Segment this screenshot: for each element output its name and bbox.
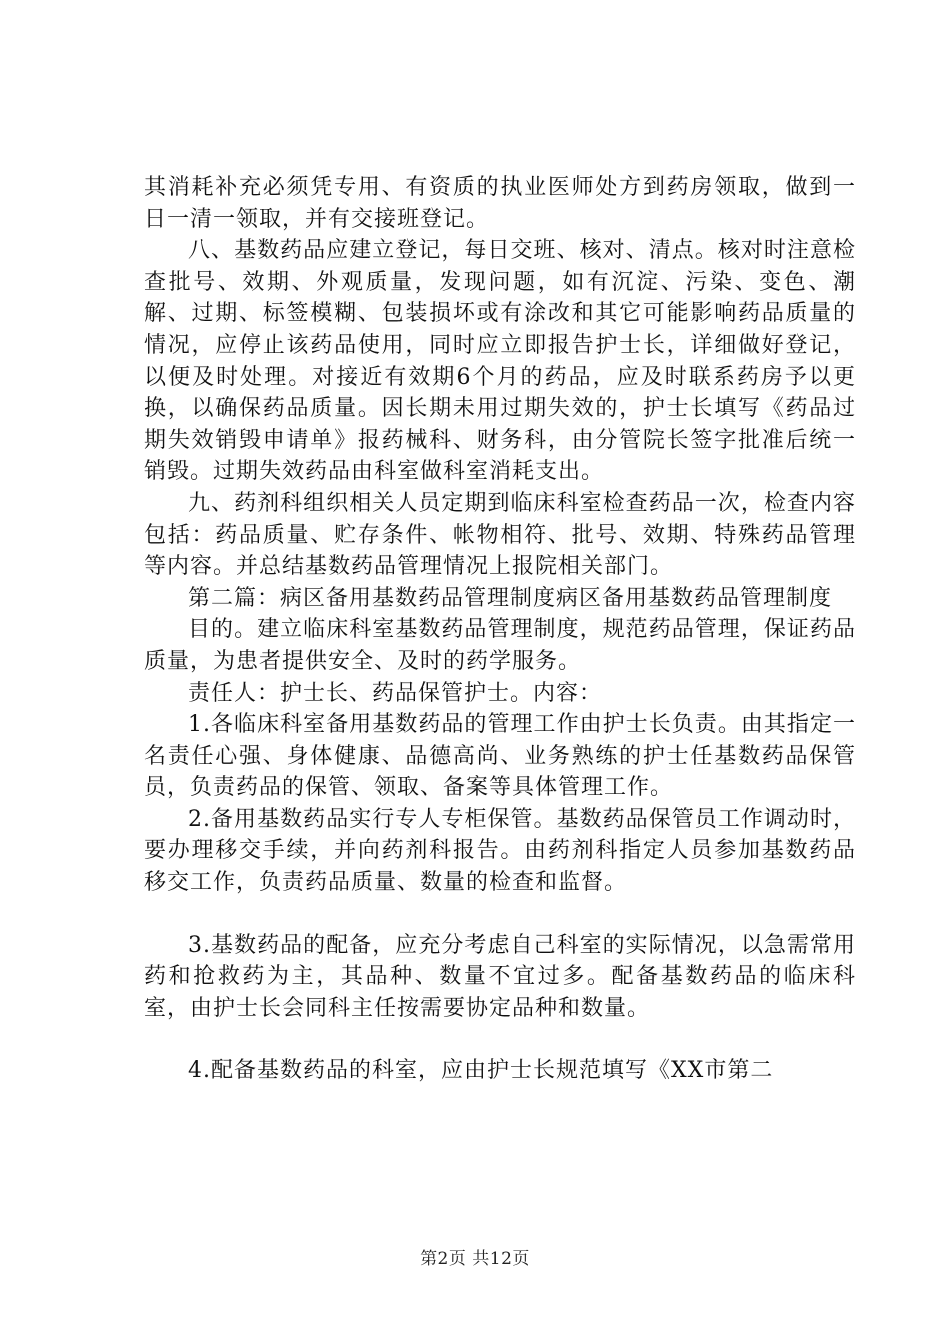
paragraph-rule-2: 2.备用基数药品实行专人专柜保管。基数药品保管员工作调动时，要办理移交手续，并向药剂科报告。由药剂科指定人员参加基数药品移交工作，负责药品质量、数量的检查和监督。 <box>144 806 856 896</box>
page-footer <box>0 1244 950 1269</box>
section-heading: 第二篇：病区备用基数药品管理制度病区备用基数药品管理制度 <box>188 585 833 611</box>
paragraph-purpose: 目的。建立临床科室基数药品管理制度，规范药品管理，保证药品质量，为患者提供安全、及时的药学服务。 <box>144 617 856 674</box>
page-number-text: 第2页 共12页 <box>420 1249 530 1269</box>
paragraph-item-9: 九、药剂科组织相关人员定期到临床科室检查药品一次，检查内容包括：药品质量、贮存条件、帐物相符、批号、效期、特殊药品管理等内容。并总结基数药品管理情况上报院相关部门。 <box>144 490 856 580</box>
paragraph-item-8: 八、基数药品应建立登记，每日交班、核对、清点。核对时注意检查批号、效期、外观质量，发现问题，如有沉淀、污染、变色、潮解、过期、标签模糊、包装损坏或有涂改和其它可能影响药品质量的情况，应停止该药品使用，同时应立即报告护士长，详细做好登记，以便及时处理。对接近有效期6个月的药品，应及时联系药房予以更换，以确保药品质量。因长期未用过期失效的，护士长填写《药品过期失效销毁申请单》报药械科、财务科，由分管院长签字批准后统一销毁。过期失效药品由科室做科室消耗支出。 <box>144 238 856 485</box>
paragraph-continuation: 其消耗补充必须凭专用、有资质的执业医师处方到药房领取，做到一日一清一领取，并有交接班登记。 <box>144 175 856 232</box>
document-body <box>144 172 856 1087</box>
paragraph-rule-1: 1.各临床科室备用基数药品的管理工作由护士长负责。由其指定一名责任心强、身体健康、品德高尚、业务熟练的护士任基数药品保管员，负责药品的保管、领取、备案等具体管理工作。 <box>144 712 856 801</box>
paragraph-rule-4: 4.配备基数药品的科室，应由护士长规范填写《XX市第二 <box>188 1058 774 1084</box>
paragraph-rule-3: 3.基数药品的配备，应充分考虑自己科室的实际情况，以急需常用药和抢救药为主，其品种、数量不宜过多。配备基数药品的临床科室，由护士长会同科主任按需要协定品种和数量。 <box>144 932 856 1021</box>
paragraph-responsible: 责任人：护士长、药品保管护士。内容： <box>188 680 603 706</box>
